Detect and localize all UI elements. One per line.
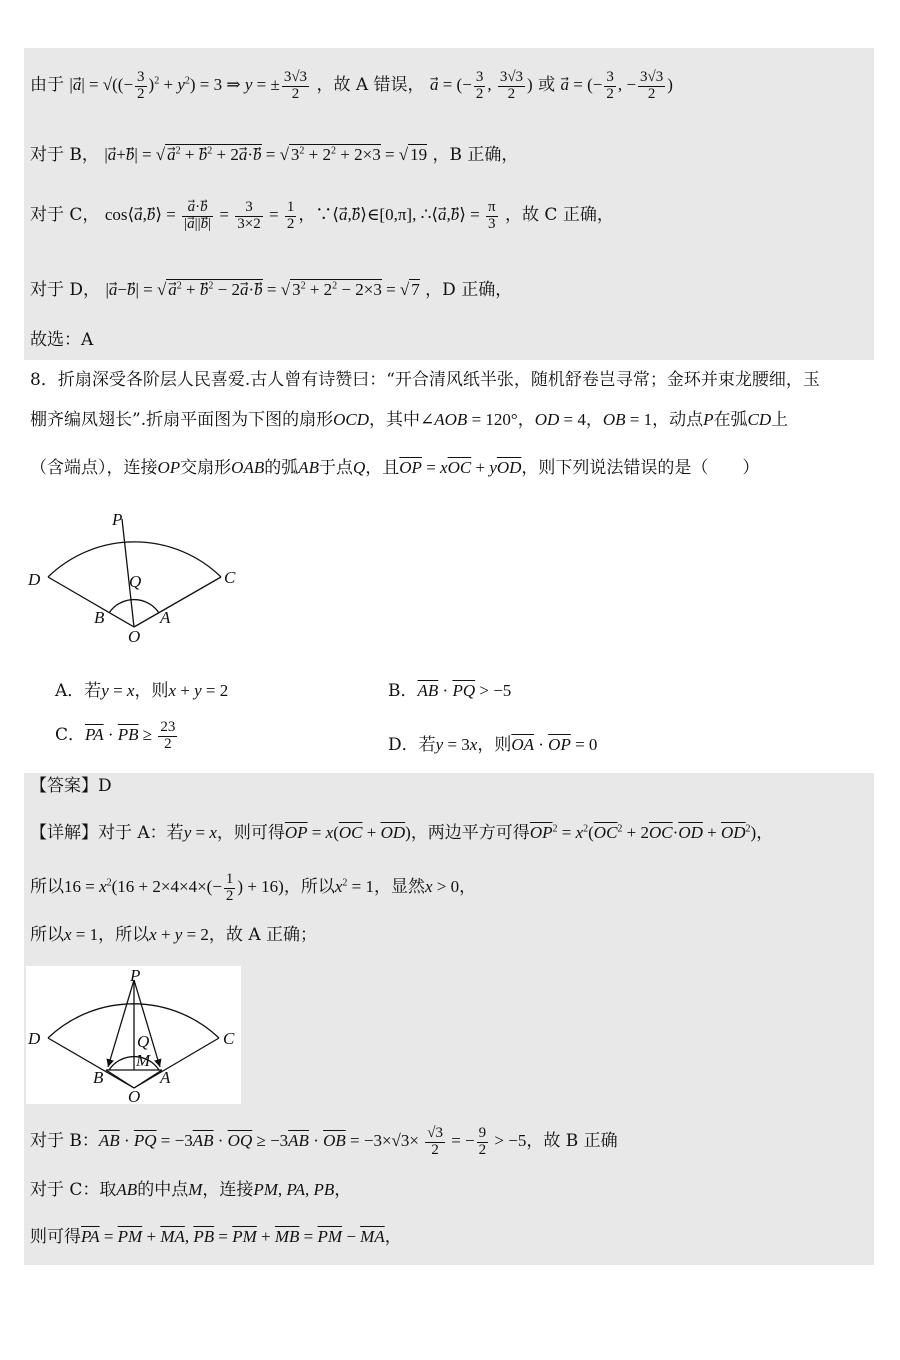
fan-figure-2	[26, 966, 241, 1104]
question-line-1: 8．折扇深受各阶层人民喜爱.古人曾有诗赞曰：“开合清风纸半张，随机舒卷岂寻常；金环并束龙腰细，玉	[30, 370, 820, 390]
detail-line-3: 所以x = 1，所以x + y = 2，故 A 正确；	[30, 925, 318, 945]
option-d: D．若y = 3x，则$\overline{OA} \cdot \overline{OP} = 0$	[388, 735, 598, 755]
detail-line-b: 对于 B：$\overline{AB} \cdot \overline{PQ} = -3\overline{AB} \cdot \overline{OQ} \ge -3\overline{AB} \cdot \overline{OB} = -3\times√3\times$ $\frac{√3}{2}$ = − $\frac{9}{2}$ > −5，故 B 正确	[30, 1125, 618, 1158]
detail-line-1: 【详解】对于 A：若y = x，则可得$\overline{OP} = x(\overline{OC} + \overline{OD})$，两边平方可得$\overline{OP}^2 = x^2(\overline{OC}^2 + 2\overline{OC}\cdot\overline{OD} + \overline{OD}^2)$，	[30, 823, 774, 843]
label-q: Q	[129, 572, 142, 591]
detail-line-c: 对于 C：取AB的中点M，连接PM, PA, PB，	[30, 1180, 352, 1200]
segment-od-2	[48, 1038, 134, 1088]
label-a-2: A	[160, 1068, 171, 1087]
detail-line-2: 所以$16 = x^2(16 + 2\times 4\times 4\times(-$ $\frac{1}{2}$ ) + 16)，所以$x^2 = 1$，显然x > 0，	[30, 871, 477, 904]
label-c: C	[224, 568, 236, 587]
arc-ab	[109, 600, 159, 613]
prev-line-a: 由于 |a⃗| = √((− $\frac{3}{2}$ )$^2 + y^2) = 3$ ⇒ y = ± $\frac{3√3}{2}$ ，故 A 错误， a⃗ = (− $\frac{3}{2}$ , $\frac{3√3}{2}$ ) 或 a⃗ = (− $\frac{3}{2}$ , − $\frac{3√3}{2}$ )	[30, 69, 673, 102]
label-d: D	[28, 570, 41, 589]
detail-line-c2: 则可得$\overline{PA} = \overline{PM} + \overline{MA}$, $\overline{PB} = \overline{PM} + \overline{MB} = \overline{PM} - \overline{MA}$，	[30, 1227, 402, 1247]
label-d-2: D	[28, 1029, 41, 1048]
label-q-2: Q	[137, 1032, 150, 1051]
question-line-3: （含端点），连接OP交扇形OAB的弧AB于点Q，且$\overline{OP} = x\overline{OC} + y\overline{OD}$，则下列说法错误的是（ ）	[30, 458, 760, 478]
label-a: A	[160, 608, 171, 627]
label-m-2: M	[136, 1051, 151, 1070]
segment-pb	[108, 980, 134, 1067]
option-a: A．若y = x，则x + y = 2	[55, 681, 229, 701]
prev-line-b: 对于 B， |a⃗+b⃗| = √ $a^2 + b^2$ + 2a⃗·b = √ $3^2 + 2^2 + 2\times 3$ = √ 19 ，B 正确，	[30, 145, 519, 165]
label-o: O	[128, 627, 141, 646]
label-b: B	[94, 608, 105, 627]
label-p: P	[112, 510, 123, 529]
segment-ao	[134, 1070, 162, 1088]
label-c-2: C	[223, 1029, 235, 1048]
prev-conclusion: 故选：A	[30, 330, 94, 350]
fan-figure-1	[24, 505, 254, 650]
answer-line: 【答案】D	[30, 776, 112, 796]
question-number: 8．	[30, 370, 58, 390]
question-line-2: 棚齐编凤翅长”.折扇平面图为下图的扇形OCD，其中∠AOB = 120°，OD = 4，OB = 1，动点P在弧CD上	[30, 410, 789, 430]
prev-line-c: 对于 C， cos⟨a⃗,b⃗⟩ = $\frac{a⃗\cdot b}{|a⃗||b⃗|}$ = $\frac{3}{3\times 2}$ = $\frac{1}{2}$ ，∵⟨a⃗,b⃗⟩∈[0,π], ∴⟨a⃗,b⃗⟩ = $\frac{\pi}{3}$ ，故 C 正确，	[30, 199, 614, 232]
option-c: C．$\overline{PA} \cdot \overline{PB}$ ≥ $\frac{23}{2}$	[55, 719, 176, 752]
label-p-2: P	[130, 966, 141, 985]
label-b-2: B	[93, 1068, 104, 1087]
segment-bo	[106, 1070, 134, 1088]
prev-line-d: 对于 D， |a⃗−b⃗| = √ $a^2 + b^2$ − 2a⃗·b = √ $3^2 + 2^2 - 2\times 3$ = √ 7 ，D 正确，	[30, 280, 513, 300]
label-o-2: O	[128, 1087, 141, 1104]
answer-value: D	[98, 776, 112, 796]
option-b: B．$\overline{AB} \cdot \overline{PQ} > -5$	[388, 681, 512, 701]
